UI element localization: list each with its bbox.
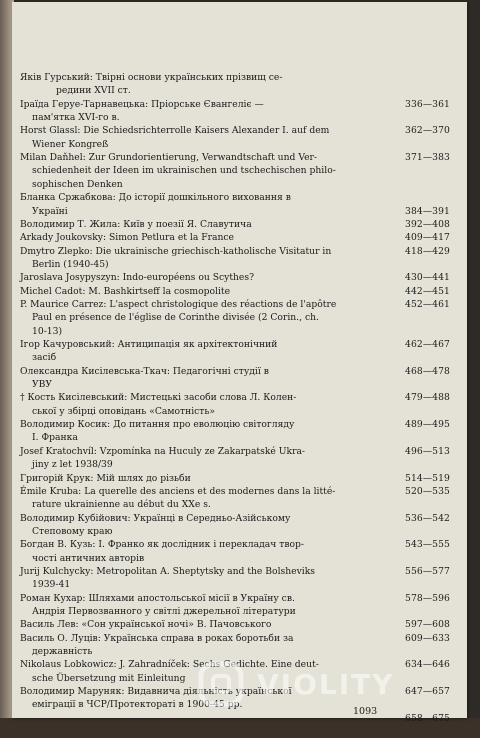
toc-entry-text: 10-13) xyxy=(32,325,63,337)
toc-entry-pages: 479—488 xyxy=(405,392,450,404)
toc-entry-pages: 336—361 xyxy=(405,98,450,110)
toc-entry xyxy=(12,566,467,578)
toc-entry-pages: 556—577 xyxy=(405,565,450,577)
toc-entry xyxy=(12,606,467,618)
toc-entry xyxy=(12,419,467,431)
toc-entry-pages: 658—675 xyxy=(405,712,450,724)
toc-entry-text: Андрія Первозванного у світлі джерельної літератури xyxy=(32,606,296,617)
toc-entry-text: Степовому краю xyxy=(32,525,113,537)
toc-entry-text: Jurij Kulchycky: Metropolitan A. Sheptytsky and the Bolsheviks xyxy=(20,565,315,577)
toc-entry-text: Nikolaus Lobkowicz: J. Zahradníček: Sechs Gedichte. Eine deut- xyxy=(20,659,319,671)
toc-entry-pages: 468—478 xyxy=(405,365,450,377)
toc-entry xyxy=(12,513,467,525)
toc-entry-pages: 514—519 xyxy=(405,472,450,484)
toc-entry xyxy=(12,139,467,151)
toc-entry-pages: 452—461 xyxy=(405,298,450,310)
toc-entry-text: ської у збірці оповідань «Самотність» xyxy=(32,405,216,417)
toc-entry-text: Arkady Joukovsky: Simon Petlura et la France xyxy=(20,232,234,244)
watermark xyxy=(195,660,440,710)
toc-entry xyxy=(12,312,467,324)
toc-entry-pages: 536—542 xyxy=(405,512,450,524)
toc-entry-pages: 430—441 xyxy=(405,272,450,284)
toc-entry-text: P. Maurice Carrez: L'aspect christologique des réactions de l'apôtre xyxy=(20,298,337,310)
toc-entry-text: засіб xyxy=(32,352,57,364)
toc-entry xyxy=(12,352,467,364)
toc-entry-text: Ігор Качуровський: Антиципація як архітектонічний xyxy=(20,339,278,350)
toc-entry-text: Berlin (1940-45) xyxy=(32,258,109,270)
toc-entry xyxy=(12,246,467,258)
toc-entry xyxy=(12,713,467,725)
toc-entry-pages: 442—451 xyxy=(405,285,450,297)
toc-entry xyxy=(12,446,467,458)
toc-entry xyxy=(12,646,467,658)
toc-entry-text: Horst Glassl: Die Schiedsrichterrolle Kaisers Alexander I. auf dem xyxy=(20,125,330,137)
toc-entry-text: Paul en présence de l'église de Corinthe divisée (2 Corin., ch. xyxy=(32,312,319,324)
toc-entry-text: rature ukrainienne au début du XXe s. xyxy=(32,499,211,511)
watermark-text: VIOLITY xyxy=(257,668,395,701)
toc-entry xyxy=(12,259,467,271)
toc-entry-text: пам'ятка XVI-го в. xyxy=(32,112,120,124)
toc-entry-pages: 496—513 xyxy=(405,445,450,457)
toc-entry xyxy=(12,99,467,111)
toc-entry xyxy=(12,526,467,538)
toc-entry-text: schiedenheit der Ideen im ukrainischen und tschechischen philo- xyxy=(32,165,336,177)
toc-entry xyxy=(12,499,467,511)
toc-entry xyxy=(12,486,467,498)
toc-entry-text: еміграції в ЧСР/Протектораті в 1900-45 рр. xyxy=(32,699,243,711)
toc-entry-text: sche Übersetzung mit Einleitung xyxy=(32,672,186,684)
toc-entry-pages: 362—370 xyxy=(405,125,450,137)
toc-entry-pages: 489—495 xyxy=(405,419,450,431)
toc-entry xyxy=(12,459,467,471)
toc-entry-text: Émile Kruba: La querelle des anciens et des modernes dans la litté- xyxy=(20,485,336,497)
toc-entry xyxy=(12,579,467,591)
page-number: 1093 xyxy=(353,706,378,717)
toc-entry xyxy=(12,165,467,177)
toc-entry-text: † Кость Кисілевський: Мистецькі засоби слова Л. Колен- xyxy=(20,392,297,404)
toc-entry-text: Іраїда Геруе-Тарнавецька: Пріорське Євангеліє — xyxy=(20,98,264,110)
toc-entry-text: Milan Daňhel: Zur Grundorientierung, Verwandtschaft und Ver- xyxy=(20,152,318,164)
toc-entry-text: І. Франка xyxy=(32,432,78,444)
toc-entry-text: Michel Cadot: M. Bashkirtseff la cosmopolite xyxy=(20,285,231,297)
toc-entry xyxy=(12,85,467,97)
toc-entry xyxy=(12,326,467,338)
toc-entry xyxy=(12,286,467,298)
toc-entry-pages: 384—391 xyxy=(405,205,450,217)
toc-entry xyxy=(12,152,467,164)
toc-entry-text: Володимир Маруняк: Видавнича діяльність української xyxy=(20,686,292,698)
watermark-logo-icon xyxy=(195,660,251,710)
toc-entry xyxy=(12,299,467,311)
toc-entry xyxy=(12,619,467,631)
toc-entry-pages: 409—417 xyxy=(405,232,450,244)
toc-entry-pages: 578—596 xyxy=(405,592,450,604)
toc-entry-text: Олександра Кисілевська-Ткач: Педагогічні студії в xyxy=(20,365,269,377)
toc-entry xyxy=(12,219,467,231)
toc-entry-text: Богдан В. Кузь: І. Франко як дослідник і перекладач твор- xyxy=(20,539,305,551)
toc-entry-text: sophischen Denken xyxy=(32,178,123,190)
toc-entry-text: Роман Кухар: Шляхами апостольської місії в Україну св. xyxy=(20,592,295,604)
book-page xyxy=(12,2,467,724)
toc-entry-pages: 392—408 xyxy=(405,218,450,230)
toc-entry xyxy=(12,432,467,444)
toc-entry-pages: 462—467 xyxy=(405,339,450,350)
toc-entry xyxy=(12,406,467,418)
toc-entry xyxy=(12,125,467,137)
toc-entry-text: Василь О. Луців: Українська справа в роках боротьби за xyxy=(20,632,294,644)
toc-entry-text: редини XVII ст. xyxy=(56,85,131,97)
toc-entry-text: jiny z let 1938/39 xyxy=(32,459,113,471)
toc-entry-text: 1939-41 xyxy=(32,579,71,591)
toc-entry-text: Dmytro Zlepko: Die ukrainische griechisch-katholische Visitatur in xyxy=(20,245,332,257)
toc-entry-pages: 647—657 xyxy=(405,686,450,698)
toc-entry xyxy=(12,112,467,124)
toc-entry xyxy=(12,392,467,404)
toc-entry-text: Володимир Т. Жила: Київ у поезії Я. Славутича xyxy=(20,218,252,230)
toc-entry-text: державність xyxy=(32,646,93,658)
toc-entry xyxy=(12,192,467,204)
toc-entry xyxy=(12,179,467,191)
toc-entry xyxy=(12,366,467,378)
toc-entry-text: УВУ xyxy=(32,379,53,391)
toc-entry xyxy=(12,553,467,565)
toc-entry-pages: 418—429 xyxy=(405,245,450,257)
toc-entry-text: Україні xyxy=(32,205,68,217)
toc-entry xyxy=(12,379,467,391)
toc-entry xyxy=(12,232,467,244)
toc-entry-text: Яків Гурський: Твірні основи українських прізвищ се- xyxy=(20,72,283,83)
toc-entry xyxy=(12,593,467,605)
toc-entry xyxy=(12,539,467,551)
toc-entry-pages: 371—383 xyxy=(405,152,450,164)
toc-entry xyxy=(12,206,467,218)
toc-entry xyxy=(12,272,467,284)
toc-entry-text: Jaroslava Josypyszyn: Indo-européens ou Scythes? xyxy=(20,272,255,284)
toc-entry xyxy=(12,473,467,485)
toc-entry-text: Григорій Крук: Мій шлях до різьби xyxy=(20,472,191,484)
toc-entry-pages: 543—555 xyxy=(405,539,450,551)
toc-entry-text: чості античних авторів xyxy=(32,552,145,564)
toc-entry-text: Бланка Сржабкова: До історії дошкільного виховання в xyxy=(20,192,291,204)
toc-entry xyxy=(12,72,467,84)
toc-entry-text: Володимир Кубійович: Українці в Середньо-Азійському xyxy=(20,512,291,524)
table-of-contents xyxy=(12,2,467,724)
toc-entry-pages: 597—608 xyxy=(405,619,450,631)
toc-entry-text: Володимир Косик: До питання про еволюцію світогляду xyxy=(20,419,295,431)
toc-entry xyxy=(12,633,467,645)
toc-entry-text: Wiener Kongreß xyxy=(32,138,109,150)
toc-entry-text: Josef Kratochvíl: Vzpomínka na Huculy ze Zakarpatské Ukra- xyxy=(20,445,306,457)
toc-entry xyxy=(12,339,467,351)
toc-entry-pages: 634—646 xyxy=(405,659,450,671)
toc-entry-text: Василь Лев: «Сон української ночі» В. Пачовського xyxy=(20,619,272,631)
toc-entry-pages: 609—633 xyxy=(405,632,450,644)
toc-entry-pages: 520—535 xyxy=(405,485,450,497)
